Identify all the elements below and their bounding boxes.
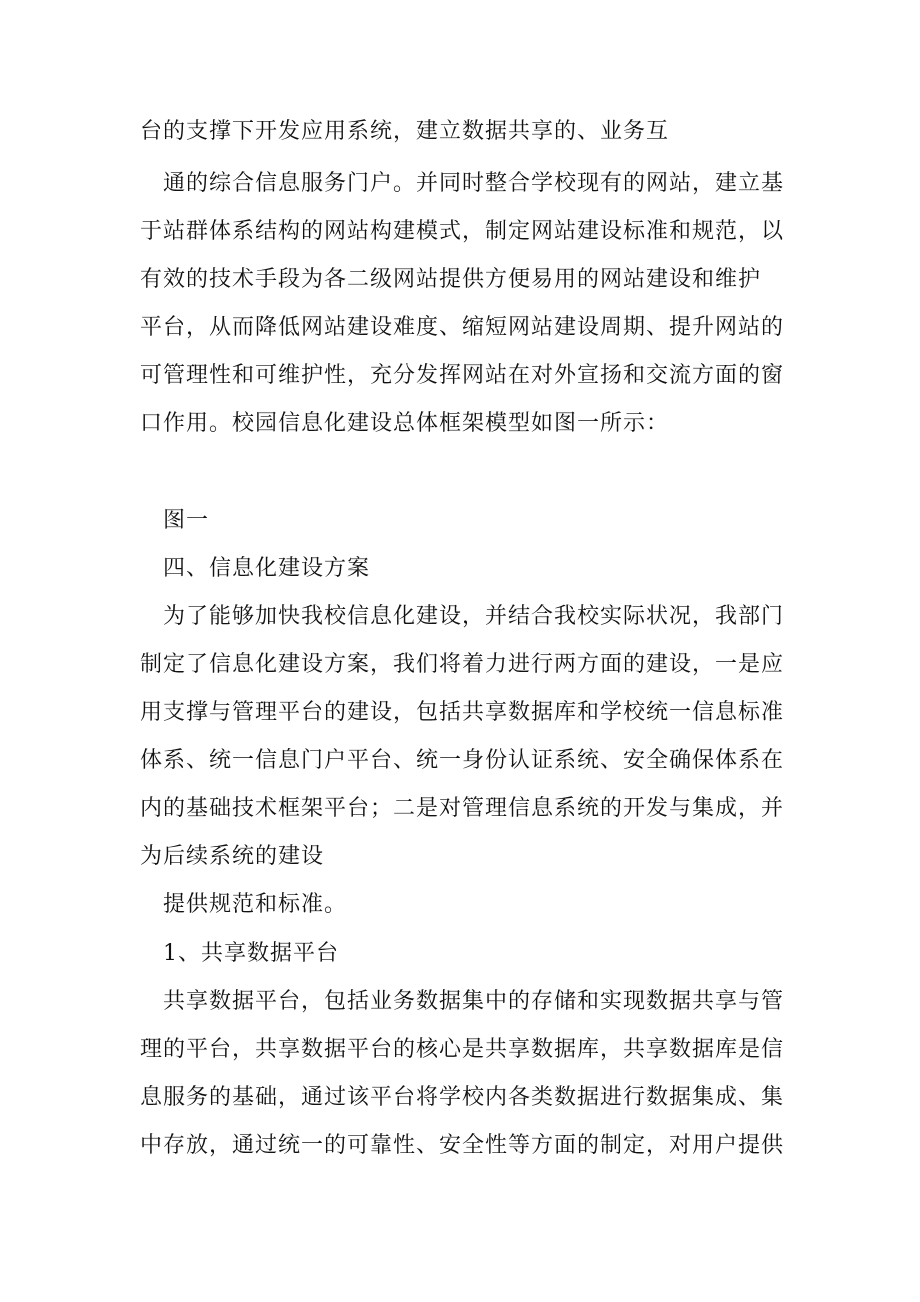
paragraph-line: 台的支撑下开发应用系统，建立数据共享的、业务互 bbox=[140, 119, 670, 144]
paragraph-line: 通的综合信息服务门户。并同时整合学校现有的网站，建立基 bbox=[163, 171, 785, 196]
paragraph-line: 理的平台，共享数据平台的核心是共享数据库，共享数据库是信 bbox=[140, 1037, 785, 1062]
paragraph-line: 体系、统一信息门户平台、统一身份认证系统、安全确保体系在 bbox=[140, 748, 785, 773]
paragraph-line: 为后续系统的建设 bbox=[140, 844, 325, 869]
paragraph-line: 于站群体系结构的网站构建模式，制定网站建设标准和规范，以 bbox=[140, 219, 785, 244]
paragraph-line: 有效的技术手段为各二级网站提供方便易用的网站建设和维护 bbox=[140, 267, 762, 292]
paragraph-line: 中存放，通过统一的可靠性、安全性等方面的制定，对用户提供 bbox=[140, 1133, 785, 1158]
paragraph-line: 可管理性和可维护性，充分发挥网站在对外宣扬和交流方面的窗 bbox=[140, 363, 785, 388]
paragraph-line: 用支撑与管理平台的建设，包括共享数据库和学校统一信息标准 bbox=[140, 700, 785, 725]
paragraph-line: 制定了信息化建设方案，我们将着力进行两方面的建设，一是应 bbox=[140, 652, 785, 677]
paragraph-line: 平台，从而降低网站建设难度、缩短网站建设周期、提升网站的 bbox=[140, 315, 785, 340]
paragraph-line: 共享数据平台，包括业务数据集中的存储和实现数据共享与管 bbox=[163, 989, 785, 1014]
paragraph-line: 内的基础技术框架平台；二是对管理信息系统的开发与集成，并 bbox=[140, 796, 785, 821]
section-heading: 四、信息化建设方案 bbox=[163, 556, 371, 581]
paragraph-line: 为了能够加快我校信息化建设，并结合我校实际状况，我部门 bbox=[163, 604, 785, 629]
subsection-heading: 1、共享数据平台 bbox=[163, 941, 339, 966]
paragraph-line: 提供规范和标准。 bbox=[163, 892, 348, 917]
paragraph-line: 息服务的基础，通过该平台将学校内各类数据进行数据集成、集 bbox=[140, 1085, 785, 1110]
paragraph-line: 口作用。校园信息化建设总体框架模型如图一所示： bbox=[140, 411, 670, 436]
figure-caption: 图一 bbox=[163, 508, 210, 533]
